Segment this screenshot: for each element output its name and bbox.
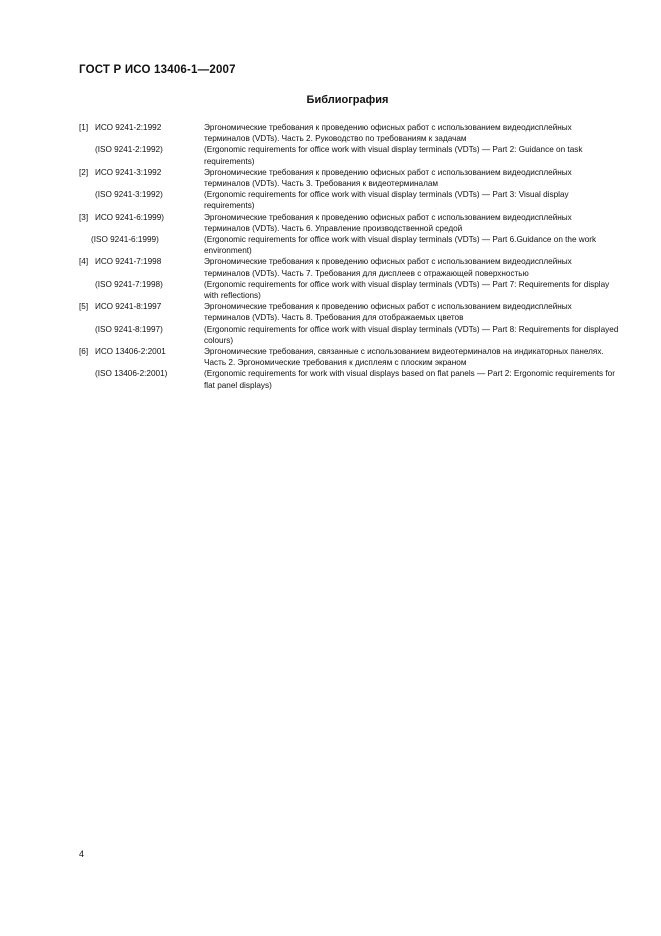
entry-standard-ru: ИСО 9241-2:1992 (95, 123, 162, 132)
entry-standard-original: (ISO 9241-3:1992) (95, 190, 163, 200)
entry-standard-ru: ИСО 9241-8:1997 (95, 302, 162, 312)
entry-standard-original: (ISO 9241-7:1998) (95, 279, 163, 289)
entry-standard-ru: ИСО 13406-2:2001 (95, 347, 166, 357)
section-title: Библиография (306, 94, 389, 106)
entry-number: [6] (79, 347, 89, 357)
entry-title-ru: Эргономические требования к проведению офисных работ с использованием видеодисплейных терминалов (VDTs). Часть 6. Управление производственной средой (204, 212, 572, 233)
bibliography-entry (79, 346, 619, 391)
bibliography-list (79, 122, 619, 391)
entry-standard-original: (ISO 9241-6:1999) (91, 235, 159, 245)
entry-title-ru: Эргономические требования, связанные с использованием видеотерминалов на индикаторных панелях. Часть 2. Эргономические требования к дисплеям с плоским экраном (204, 347, 604, 368)
entry-title-en: (Ergonomic requirements for work with visual displays based on flat panels — Part 2: Ergonomic requirements for flat panel displays) (204, 369, 615, 390)
entry-number: [2] (79, 167, 89, 177)
entry-title-ru: Эргономические требования к проведению офисных работ с использованием видеодисплейных терминалов (VDTs). Часть 7. Требования для дисплеев с отражающей поверхностью (204, 257, 572, 278)
page-number: 4 (79, 849, 85, 859)
bibliography-entry (79, 167, 619, 212)
entry-standard-original: (ISO 9241-2:1992) (95, 145, 163, 155)
entry-standard-ru: ИСО 9241-7:1998 (95, 257, 162, 267)
entry-number: [5] (79, 302, 89, 312)
entry-title-en: (Ergonomic requirements for office work with visual display terminals (VDTs) — Part 6.Guidance on the work environment) (204, 235, 597, 256)
entry-title-ru: Эргономические требования к проведению офисных работ с использованием видеодисплейных терминалов (VDTs). Часть 2. Руководство по требованиям к задачам (204, 123, 572, 144)
entry-title-en: (Ergonomic requirements for office work with visual display terminals (VDTs) — Part 2: Guidance on task requirements) (204, 145, 583, 166)
entry-title-ru: Эргономические требования к проведению офисных работ с использованием видеодисплейных терминалов (VDTs). Часть 3. Требования к видеотерминалам (204, 167, 572, 189)
bibliography-entry (79, 301, 619, 346)
entry-standard-original: (ISO 9241-8:1997) (95, 324, 163, 334)
entry-standard-ru: ИСО 9241-3:1992 (95, 167, 162, 177)
bibliography-entry (79, 122, 619, 167)
entry-title-en: (Ergonomic requirements for office work with visual display terminals (VDTs) — Part 8: Requirements for displayed colours) (204, 324, 619, 345)
entry-number: [3] (79, 212, 89, 222)
entry-number: [4] (79, 257, 89, 267)
bibliography-entry (79, 256, 619, 301)
entry-standard-ru: ИСО 9241-6:1999) (95, 212, 164, 222)
entry-title-ru: Эргономические требования к проведению офисных работ с использованием видеодисплейных терминалов (VDTs). Часть 8. Требования для отображаемых цветов (204, 302, 572, 323)
entry-standard-original: (ISO 13406-2:2001) (95, 369, 168, 379)
entry-number: [1] (79, 123, 89, 132)
entry-title-en: (Ergonomic requirements for office work with visual display terminals (VDTs) — Part 3: Visual display requirements) (204, 190, 569, 211)
bibliography-entry (79, 212, 619, 257)
document-header: ГОСТ Р ИСО 13406-1—2007 (79, 64, 236, 76)
entry-title-en: (Ergonomic requirements for office work with visual display terminals (VDTs) — Part 7: Requirements for display with reflections) (204, 279, 610, 301)
